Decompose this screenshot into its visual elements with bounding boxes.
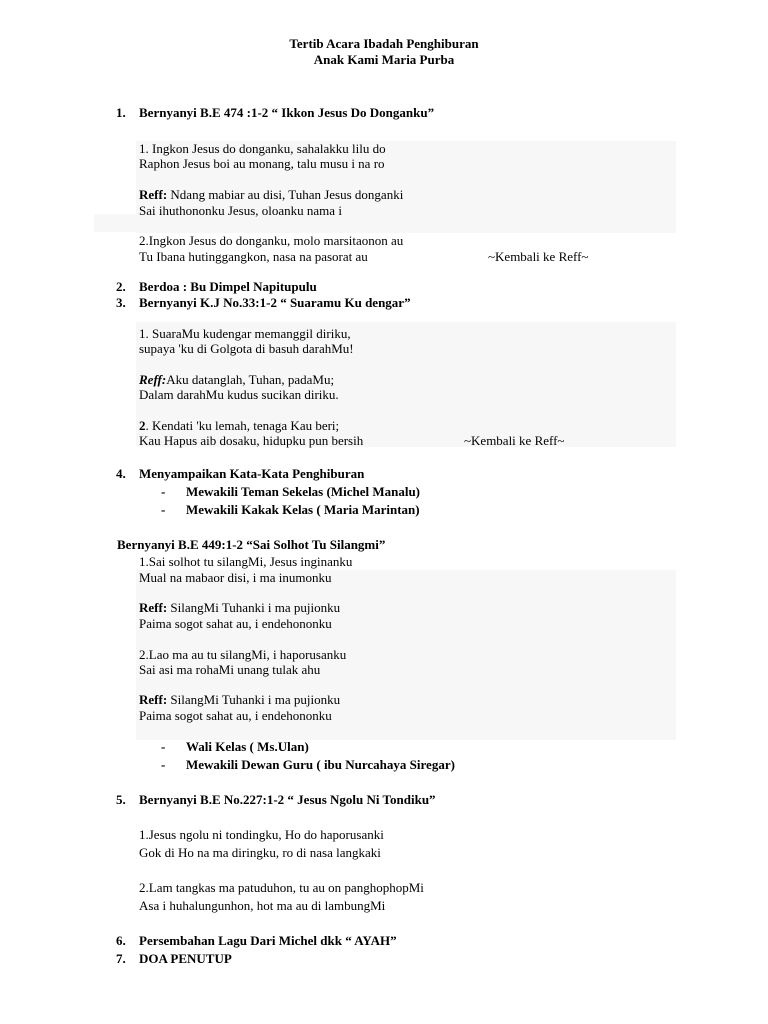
s3-reff-line1 [139, 372, 334, 388]
page-title: Tertib Acara Ibadah Penghiburan [289, 36, 479, 51]
section-2-title: Berdoa : Bu Dimpel Napitupulu [139, 279, 317, 294]
s1-kembali-note: ~Kembali ke Reff~ [488, 249, 589, 264]
song449-reff2-label: Reff: [139, 692, 168, 707]
s1-verse2-line1: 2.Ingkon Jesus do donganku, molo marsitaonon au [139, 233, 404, 248]
section-2-number: 2. [116, 279, 126, 294]
song449-reff2-line2: Paima sogot sahat au, i endehononku [139, 708, 332, 723]
s3-verse2-text1: . Kendati 'ku lemah, tenaga Kau beri; [145, 418, 340, 433]
song449-verse2-line1: 2.Lao ma au tu silangMi, i haporusanku [139, 647, 347, 662]
s3-reff-text1: Aku datanglah, Tuhan, padaMu; [166, 372, 335, 387]
song449-item-2: Mewakili Dewan Guru ( ibu Nurcahaya Siregar) [186, 757, 455, 772]
section-6-number: 6. [116, 933, 126, 948]
section-4-title: Menyampaikan Kata-Kata Penghiburan [139, 466, 365, 481]
s4-item-2: Mewakili Kakak Kelas ( Maria Marintan) [186, 502, 420, 517]
section-1-number: 1. [116, 105, 126, 120]
section-7-number: 7. [116, 951, 126, 966]
section-5-number: 5. [116, 792, 126, 807]
song-449-title: Bernyanyi B.E 449:1-2 “Sai Solhot Tu Silangmi” [117, 537, 386, 552]
s1-verse2-line2: Tu Ibana hutinggangkon, nasa na pasorat au [139, 249, 368, 264]
s3-reff-line2: Dalam darahMu kudus sucikan diriku. [139, 387, 339, 402]
s5-verse2-line1: 2.Lam tangkas ma patuduhon, tu au on panghophopMi [139, 880, 424, 895]
s3-reff-label: Reff: [139, 372, 167, 387]
s4-item-1: Mewakili Teman Sekelas (Michel Manalu) [186, 484, 420, 499]
s1-verse1-line2: Raphon Jesus boi au monang, talu musu i na ro [139, 156, 385, 171]
page-subtitle: Anak Kami Maria Purba [313, 52, 455, 67]
song449-dash-1: - [161, 739, 166, 754]
song449-reff-label: Reff: [139, 600, 168, 615]
s3-verse1-line1: 1. SuaraMu kudengar memanggil diriku, [139, 326, 351, 341]
section-3-number: 3. [116, 295, 126, 310]
s1-reff-line2: Sai ihuthononku Jesus, oloanku nama i [139, 203, 342, 218]
section-4-number: 4. [116, 466, 126, 481]
s4-dash-1: - [161, 484, 166, 499]
s4-dash-2: - [161, 502, 166, 517]
section-5-title: Bernyanyi B.E No.227:1-2 “ Jesus Ngolu Ni Tondiku” [139, 792, 436, 807]
song449-reff-line1 [139, 600, 340, 616]
song449-item-1: Wali Kelas ( Ms.Ulan) [186, 739, 309, 754]
section-1-title: Bernyanyi B.E 474 :1-2 “ Ikkon Jesus Do Donganku” [139, 105, 435, 120]
s1-reff-label: Reff: [139, 187, 168, 202]
s5-verse1-line2: Gok di Ho na ma diringku, ro di nasa langkaki [139, 845, 381, 860]
s1-reff-text1: Ndang mabiar au disi, Tuhan Jesus donganki [167, 187, 404, 202]
song449-verse1-line2: Mual na mabaor disi, i ma inumonku [139, 570, 332, 585]
song449-reff-text1: SilangMi Tuhanki i ma pujionku [167, 600, 341, 615]
song449-verse2-line2: Sai asi ma rohaMi unang tulak ahu [139, 662, 321, 677]
s3-kembali-note: ~Kembali ke Reff~ [464, 433, 565, 448]
s5-verse1-line1: 1.Jesus ngolu ni tondingku, Ho do haporusanki [139, 827, 384, 842]
song449-reff2-line1 [139, 692, 340, 708]
s5-verse2-line2: Asa i huhalungunhon, hot ma au di lambungMi [139, 898, 386, 913]
s1-verse1-line1: 1. Ingkon Jesus do donganku, sahalakku lilu do [139, 141, 386, 156]
section-7-title: DOA PENUTUP [139, 951, 232, 966]
s3-verse1-line2: supaya 'ku di Golgota di basuh darahMu! [139, 341, 354, 356]
section-6-title: Persembahan Lagu Dari Michel dkk “ AYAH” [139, 933, 397, 948]
song449-dash-2: - [161, 757, 166, 772]
s3-verse2-line1 [139, 418, 339, 434]
s3-verse2-number: 2 [139, 418, 146, 433]
s1-reff-line1 [139, 187, 403, 203]
song449-reff-line2: Paima sogot sahat au, i endehononku [139, 616, 332, 631]
song449-reff2-text1: SilangMi Tuhanki i ma pujionku [167, 692, 341, 707]
s3-verse2-line2: Kau Hapus aib dosaku, hidupku pun bersih [139, 433, 364, 448]
section-3-title: Bernyanyi K.J No.33:1-2 “ Suaramu Ku dengar” [139, 295, 411, 310]
song449-verse1-line1: 1.Sai solhot tu silangMi, Jesus inginanku [139, 554, 353, 569]
